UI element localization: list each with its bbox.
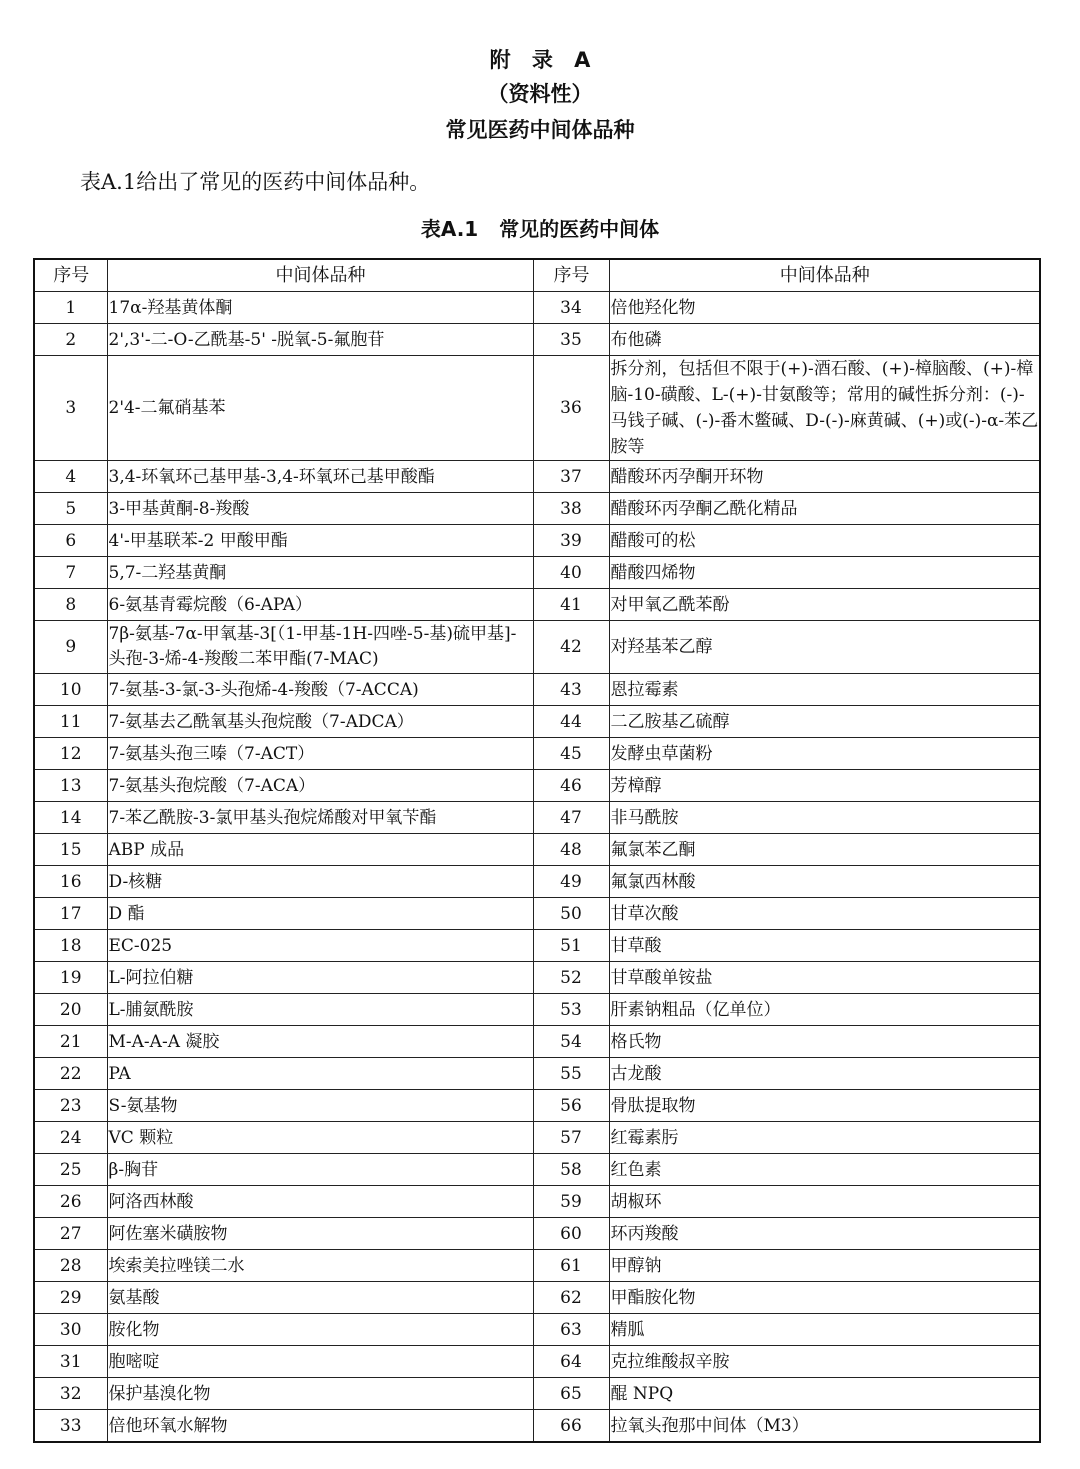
column-header-no-left: 序号 [34, 259, 107, 292]
intermediate-name-right: 甲酯胺化物 [609, 1282, 1040, 1314]
row-number-right: 47 [533, 802, 609, 834]
row-number-right: 62 [533, 1282, 609, 1314]
intermediate-name-left: 埃索美拉唑镁二水 [107, 1250, 533, 1282]
intermediate-name-right: 甘草酸单铵盐 [609, 962, 1040, 994]
intermediate-name-right: 骨肽提取物 [609, 1090, 1040, 1122]
intermediate-name-left: β-胸苷 [107, 1154, 533, 1186]
row-number-right: 44 [533, 706, 609, 738]
row-number-right: 57 [533, 1122, 609, 1154]
table-row [34, 1026, 1040, 1058]
row-number-right: 53 [533, 994, 609, 1026]
intermediate-name-left: 7-苯乙酰胺-3-氯甲基头孢烷烯酸对甲氧苄酯 [107, 802, 533, 834]
intermediates-table-wrapper [33, 258, 1041, 1443]
intermediate-name-right: 精胍 [609, 1314, 1040, 1346]
intermediate-name-left: 阿佐塞米磺胺物 [107, 1218, 533, 1250]
intermediate-name-right: 发酵虫草菌粉 [609, 738, 1040, 770]
intermediate-name-right: 醋酸四烯物 [609, 557, 1040, 589]
table-row [34, 962, 1040, 994]
row-number-right: 56 [533, 1090, 609, 1122]
row-number-left: 10 [34, 674, 107, 706]
intermediate-name-left: 3-甲基黄酮-8-羧酸 [107, 493, 533, 525]
table-row [34, 621, 1040, 674]
row-number-right: 58 [533, 1154, 609, 1186]
appendix-title: 附 录 A [489, 48, 591, 72]
row-number-right: 37 [533, 461, 609, 493]
row-number-right: 45 [533, 738, 609, 770]
row-number-left: 25 [34, 1154, 107, 1186]
intermediate-name-right: 醋酸环丙孕酮开环物 [609, 461, 1040, 493]
table-row [34, 1410, 1040, 1443]
row-number-left: 22 [34, 1058, 107, 1090]
intermediate-name-left: 4'-甲基联苯-2 甲酸甲酯 [107, 525, 533, 557]
row-number-right: 36 [533, 356, 609, 461]
intermediate-name-left: 倍他环氧水解物 [107, 1410, 533, 1443]
row-number-left: 7 [34, 557, 107, 589]
intermediate-name-right: 二乙胺基乙硫醇 [609, 706, 1040, 738]
row-number-right: 60 [533, 1218, 609, 1250]
row-number-left: 4 [34, 461, 107, 493]
intermediate-name-right: 氟氯西林酸 [609, 866, 1040, 898]
row-number-left: 33 [34, 1410, 107, 1443]
row-number-left: 30 [34, 1314, 107, 1346]
table-row [34, 1090, 1040, 1122]
appendix-subject: 常见医药中间体品种 [445, 118, 635, 142]
row-number-left: 32 [34, 1378, 107, 1410]
row-number-left: 19 [34, 962, 107, 994]
table-header-row [34, 259, 1040, 292]
intermediate-name-left: 7-氨基头孢三嗪（7-ACT） [107, 738, 533, 770]
intermediate-name-left: PA [107, 1058, 533, 1090]
intermediate-name-right: 古龙酸 [609, 1058, 1040, 1090]
intermediate-name-left: D 酯 [107, 898, 533, 930]
row-number-right: 40 [533, 557, 609, 589]
row-number-left: 15 [34, 834, 107, 866]
row-number-right: 52 [533, 962, 609, 994]
row-number-left: 3 [34, 356, 107, 461]
intermediate-name-right: 环丙羧酸 [609, 1218, 1040, 1250]
row-number-right: 42 [533, 621, 609, 674]
intermediate-name-left: L-脯氨酰胺 [107, 994, 533, 1026]
row-number-right: 46 [533, 770, 609, 802]
table-row [34, 493, 1040, 525]
row-number-right: 66 [533, 1410, 609, 1443]
intermediate-name-left: 保护基溴化物 [107, 1378, 533, 1410]
table-row [34, 1346, 1040, 1378]
row-number-right: 43 [533, 674, 609, 706]
table-row [34, 834, 1040, 866]
row-number-left: 18 [34, 930, 107, 962]
row-number-left: 9 [34, 621, 107, 674]
table-body [34, 292, 1040, 1443]
intermediate-name-right: 芳樟醇 [609, 770, 1040, 802]
intermediate-name-left: 7β-氨基-7α-甲氧基-3[（1-甲基-1H-四唑-5-基)硫甲基]-头孢-3-烯-4-羧酸二苯甲酯(7-MAC) [107, 621, 533, 674]
intermediate-name-right: 甘草酸 [609, 930, 1040, 962]
row-number-left: 1 [34, 292, 107, 324]
table-row [34, 292, 1040, 324]
row-number-left: 5 [34, 493, 107, 525]
row-number-right: 63 [533, 1314, 609, 1346]
intermediate-name-right: 红霉素肟 [609, 1122, 1040, 1154]
table-row [34, 461, 1040, 493]
intermediate-name-left: EC-025 [107, 930, 533, 962]
table-row [34, 324, 1040, 356]
row-number-right: 59 [533, 1186, 609, 1218]
table-header [34, 259, 1040, 292]
table-row [34, 770, 1040, 802]
row-number-right: 39 [533, 525, 609, 557]
row-number-left: 28 [34, 1250, 107, 1282]
intermediate-name-left: L-阿拉伯糖 [107, 962, 533, 994]
row-number-left: 24 [34, 1122, 107, 1154]
intermediate-name-left: D-核糖 [107, 866, 533, 898]
table-row [34, 930, 1040, 962]
intermediate-name-right: 甘草次酸 [609, 898, 1040, 930]
row-number-right: 48 [533, 834, 609, 866]
table-row [34, 1218, 1040, 1250]
table-row [34, 589, 1040, 621]
intermediate-name-left: 17α-羟基黄体酮 [107, 292, 533, 324]
table-row [34, 356, 1040, 461]
row-number-left: 11 [34, 706, 107, 738]
intermediate-name-right: 红色素 [609, 1154, 1040, 1186]
table-row [34, 557, 1040, 589]
row-number-right: 50 [533, 898, 609, 930]
row-number-left: 27 [34, 1218, 107, 1250]
intermediate-name-right: 恩拉霉素 [609, 674, 1040, 706]
table-row [34, 994, 1040, 1026]
row-number-left: 14 [34, 802, 107, 834]
row-number-left: 8 [34, 589, 107, 621]
column-header-no-right: 序号 [533, 259, 609, 292]
table-row [34, 1378, 1040, 1410]
row-number-left: 26 [34, 1186, 107, 1218]
intermediate-name-left: VC 颗粒 [107, 1122, 533, 1154]
row-number-right: 34 [533, 292, 609, 324]
row-number-left: 29 [34, 1282, 107, 1314]
intro-paragraph: 表A.1给出了常见的医药中间体品种。 [80, 170, 431, 194]
row-number-right: 35 [533, 324, 609, 356]
row-number-left: 6 [34, 525, 107, 557]
intermediate-name-right: 醋酸环丙孕酮乙酰化精品 [609, 493, 1040, 525]
intermediate-name-left: 2'4-二氟硝基苯 [107, 356, 533, 461]
intermediate-name-left: 6-氨基青霉烷酸（6-APA） [107, 589, 533, 621]
intermediate-name-right: 布他磷 [609, 324, 1040, 356]
intermediate-name-right: 非马酰胺 [609, 802, 1040, 834]
row-number-right: 61 [533, 1250, 609, 1282]
appendix-nature: （资料性） [487, 82, 593, 106]
intermediate-name-right: 对羟基苯乙醇 [609, 621, 1040, 674]
table-row [34, 706, 1040, 738]
column-header-name-right: 中间体品种 [609, 259, 1040, 292]
row-number-left: 12 [34, 738, 107, 770]
intermediate-name-right: 氟氯苯乙酮 [609, 834, 1040, 866]
intermediate-name-left: M-A-A-A 凝胶 [107, 1026, 533, 1058]
intermediate-name-right: 倍他羟化物 [609, 292, 1040, 324]
intermediate-name-right: 醌 NPQ [609, 1378, 1040, 1410]
row-number-right: 65 [533, 1378, 609, 1410]
intermediate-name-right: 对甲氧乙酰苯酚 [609, 589, 1040, 621]
table-row [34, 866, 1040, 898]
row-number-left: 21 [34, 1026, 107, 1058]
row-number-left: 20 [34, 994, 107, 1026]
intermediate-name-left: 胞嘧啶 [107, 1346, 533, 1378]
intermediate-name-left: 2',3'-二-O-乙酰基-5' -脱氧-5-氟胞苷 [107, 324, 533, 356]
intermediate-name-right: 甲醇钠 [609, 1250, 1040, 1282]
intermediate-name-left: 7-氨基-3-氯-3-头孢烯-4-羧酸（7-ACCA) [107, 674, 533, 706]
intermediate-name-left: 氨基酸 [107, 1282, 533, 1314]
intermediate-name-right: 胡椒环 [609, 1186, 1040, 1218]
table-row [34, 1282, 1040, 1314]
row-number-right: 54 [533, 1026, 609, 1058]
table-row [34, 674, 1040, 706]
intermediate-name-left: 阿洛西林酸 [107, 1186, 533, 1218]
intermediate-name-right: 克拉维酸叔辛胺 [609, 1346, 1040, 1378]
row-number-left: 17 [34, 898, 107, 930]
intermediate-name-left: 胺化物 [107, 1314, 533, 1346]
table-row [34, 1250, 1040, 1282]
table-row [34, 1314, 1040, 1346]
table-row [34, 525, 1040, 557]
intermediate-name-left: 3,4-环氧环己基甲基-3,4-环氧环己基甲酸酯 [107, 461, 533, 493]
row-number-left: 2 [34, 324, 107, 356]
row-number-left: 13 [34, 770, 107, 802]
row-number-right: 55 [533, 1058, 609, 1090]
row-number-left: 31 [34, 1346, 107, 1378]
intermediate-name-left: 5,7-二羟基黄酮 [107, 557, 533, 589]
intermediate-name-left: 7-氨基头孢烷酸（7-ACA） [107, 770, 533, 802]
table-row [34, 1186, 1040, 1218]
table-row [34, 802, 1040, 834]
intermediate-name-right: 肝素钠粗品（亿单位） [609, 994, 1040, 1026]
column-header-name-left: 中间体品种 [107, 259, 533, 292]
row-number-right: 41 [533, 589, 609, 621]
intermediates-table [33, 258, 1041, 1443]
table-row [34, 738, 1040, 770]
table-row [34, 1154, 1040, 1186]
row-number-right: 49 [533, 866, 609, 898]
row-number-left: 16 [34, 866, 107, 898]
table-caption: 表A.1 常见的医药中间体 [420, 217, 660, 241]
row-number-left: 23 [34, 1090, 107, 1122]
intermediate-name-right: 醋酸可的松 [609, 525, 1040, 557]
intermediate-name-left: S-氨基物 [107, 1090, 533, 1122]
intermediate-name-left: ABP 成品 [107, 834, 533, 866]
row-number-right: 64 [533, 1346, 609, 1378]
intermediate-name-left: 7-氨基去乙酰氧基头孢烷酸（7-ADCA） [107, 706, 533, 738]
row-number-right: 38 [533, 493, 609, 525]
table-row [34, 1122, 1040, 1154]
intermediate-name-right: 格氏物 [609, 1026, 1040, 1058]
intermediate-name-right: 拆分剂，包括但不限于(+)-酒石酸、(+)-樟脑酸、(+)-樟脑-10-磺酸、L-(+)-甘氨酸等；常用的碱性拆分剂：(-)-马钱子碱、(-)-番木鳖碱、D-(-)-麻黄碱、(+)或(-)-α-苯乙胺等 [609, 356, 1040, 461]
row-number-right: 51 [533, 930, 609, 962]
table-row [34, 1058, 1040, 1090]
intermediate-name-right: 拉氧头孢那中间体（M3） [609, 1410, 1040, 1443]
table-row [34, 898, 1040, 930]
